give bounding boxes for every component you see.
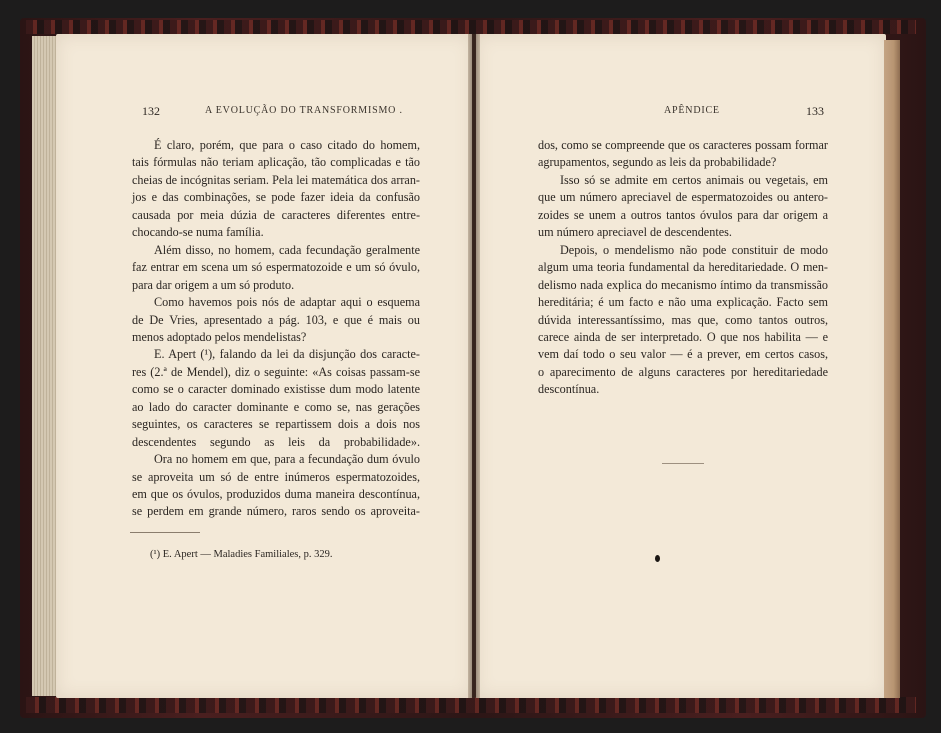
right-page-number: 133 xyxy=(806,104,824,118)
left-page-number: 132 xyxy=(142,104,160,118)
text-line: descontínua. xyxy=(538,382,600,397)
cover-binding-bottom xyxy=(26,697,916,713)
section-separator xyxy=(662,463,704,464)
text-line: se perdem em grande número, raros sendo os aproveita- xyxy=(132,504,420,519)
right-running-head: APÊNDICE xyxy=(664,105,720,116)
left-running-head: A EVOLUÇÃO DO TRANSFORMISMO . xyxy=(205,105,403,116)
text-line: para dar origem a um só produto. xyxy=(132,277,295,292)
text-line: zoides se unem a outros tantos óvulos para dar origem a xyxy=(538,207,828,222)
text-line: dúvida interessantíssimo, mas que, como tantos outros, xyxy=(538,312,828,327)
text-line: Depois, o mendelismo não pode constituir de modo xyxy=(560,242,828,257)
text-line: Ora no homem em que, para a fecundação dum óvulo xyxy=(154,452,420,467)
cover-binding-top xyxy=(26,20,916,34)
text-line: Como havemos pois nós de adaptar aqui o esquema xyxy=(154,295,420,310)
text-line: em que os óvulos, produzidos duma maneira descontínua, xyxy=(132,487,420,501)
text-line: chocando-se numa família. xyxy=(132,225,264,240)
text-line: carece ainda de ser interpretado. O que nos habilita — e xyxy=(538,329,828,344)
text-line: tais fórmulas não teriam aplicação, tão complicadas e tão xyxy=(132,155,420,170)
footnote-rule xyxy=(130,532,200,533)
text-line: Além disso, no homem, cada fecundação geralmente xyxy=(154,242,420,257)
text-line: um número apreciavel de descendentes. xyxy=(538,225,732,240)
text-line: causada por meia dúzia de caracteres diferentes entre- xyxy=(132,207,420,222)
text-line: res (2.ª de Mendel), diz o seguinte: «As coisas passam-se xyxy=(132,364,420,379)
text-line: se aproveita um só de entre inúmeros espermatozoides, xyxy=(132,469,420,484)
text-line: descendentes segundo as leis da probabilidade». xyxy=(132,434,420,449)
ink-spot xyxy=(655,555,660,562)
text-line: dos, como se compreende que os caracteres possam formar xyxy=(538,138,828,152)
text-line: vem daí todo o seu valor — é a prever, em certos casos, xyxy=(538,347,828,362)
right-page-edge xyxy=(884,40,900,698)
text-line: algum uma teoria fundamental da hereditariedade. O men- xyxy=(538,260,828,275)
text-line: delismo nada explica do mecanismo íntimo da transmissão xyxy=(538,277,828,292)
text-line: o aparecimento de alguns caracteres por hereditariedade xyxy=(538,364,828,379)
text-line: jos e das combinações, se pode fazer ideia da confusão xyxy=(132,190,420,205)
text-line: seguintes, os caracteres se repartissem dois a dois nos xyxy=(132,417,420,432)
left-footnote: (¹) E. Apert — Maladies Familiales, p. 329. xyxy=(150,549,333,560)
text-line: agrupamentos, segundo as leis da probabilidade? xyxy=(538,155,777,170)
page-stack-edge xyxy=(32,36,58,696)
text-line: como se o caracter dominado existisse dum modo latente xyxy=(132,382,420,397)
text-line: menos adoptado pelos mendelistas? xyxy=(132,329,307,344)
text-line: de De Vries, apresentado a pág. 103, e que é mais ou xyxy=(132,312,420,327)
text-line: hereditária; é um facto e não uma explicação. Facto sem xyxy=(538,295,828,310)
text-line: E. Apert (¹), falando da lei da disjunção dos caracte- xyxy=(154,347,420,362)
text-line: que um número apreciavel de espermatozoides ou antero- xyxy=(538,190,828,205)
text-line: É claro, porém, que para o caso citado do homem, xyxy=(154,138,420,152)
text-line: ao lado do caracter dominante e como se, nas gerações xyxy=(132,399,420,414)
text-line: cheias de incógnitas seriam. Pela lei matemática dos arran- xyxy=(132,172,420,187)
text-line: faz entrar em scena um só espermatozoide e um só óvulo, xyxy=(132,260,420,275)
book-gutter xyxy=(468,34,480,698)
text-line: Isso só se admite em certos animais ou vegetais, em xyxy=(560,172,828,187)
